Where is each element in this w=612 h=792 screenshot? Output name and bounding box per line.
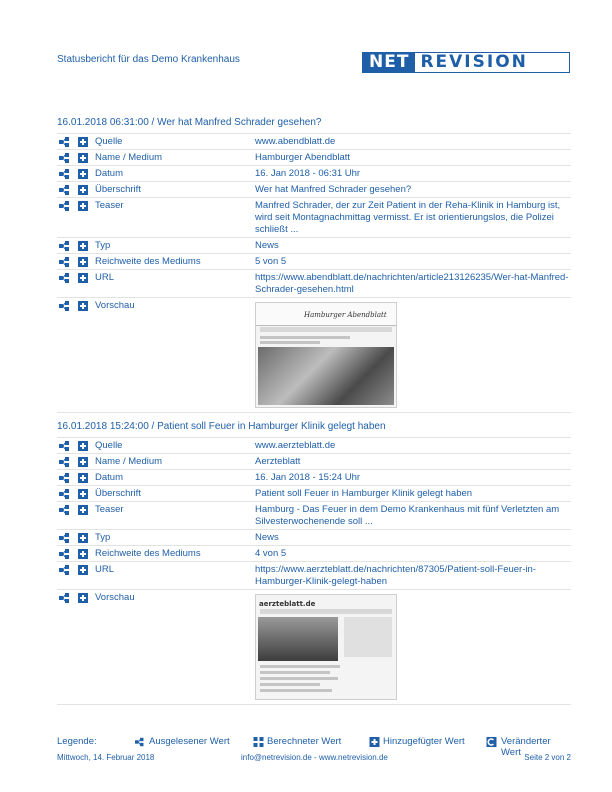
added-value-icon <box>78 473 88 483</box>
entry-1 <box>57 115 571 413</box>
value-quelle[interactable]: www.aerzteblatt.de <box>255 440 336 451</box>
logo-net: NET <box>363 53 415 72</box>
read-value-icon <box>59 473 72 483</box>
legend-label: Legende: <box>57 736 97 747</box>
added-value-icon <box>78 457 88 467</box>
row-vorschau <box>57 589 571 704</box>
read-value-icon <box>59 137 72 147</box>
label-typ: Typ <box>95 532 111 543</box>
preview-photo <box>258 617 338 661</box>
value-ueberschrift: Patient soll Feuer in Hamburger Klinik gelegt haben <box>255 488 473 499</box>
computed-value-icon <box>253 737 264 747</box>
preview-photo <box>258 347 394 405</box>
label-teaser: Teaser <box>95 200 124 211</box>
label-url: URL <box>95 272 115 283</box>
read-value-icon <box>59 257 72 267</box>
added-value-icon <box>78 533 88 543</box>
row-typ <box>57 237 571 253</box>
read-value-icon <box>59 201 72 211</box>
entry-heading: 16.01.2018 15:24:00 / Patient soll Feuer in Hamburger Klinik gelegt haben <box>57 421 386 432</box>
changed-value-icon <box>486 737 497 747</box>
label-reichweite: Reichweite des Mediums <box>95 548 201 559</box>
legend-read: Ausgelesener Wert <box>149 736 230 747</box>
label-url: URL <box>95 564 115 575</box>
row-vorschau <box>57 297 571 412</box>
value-typ: News <box>255 240 279 251</box>
row-quelle <box>57 133 571 149</box>
row-teaser <box>57 501 571 529</box>
label-quelle: Quelle <box>95 136 123 147</box>
value-name: Hamburger Abendblatt <box>255 152 351 163</box>
preview-brand: Hamburger Abendblatt <box>304 311 387 319</box>
read-value-icon <box>59 549 72 559</box>
label-datum: Datum <box>95 472 123 483</box>
value-reichweite: 4 von 5 <box>255 548 287 559</box>
added-value-icon <box>78 185 88 195</box>
preview-cell <box>255 298 571 412</box>
preview-screenshot[interactable] <box>255 594 397 700</box>
added-value-icon <box>78 241 88 251</box>
row-quelle <box>57 437 571 453</box>
read-value-icon <box>59 593 72 603</box>
label-ueberschrift: Überschrift <box>95 488 141 499</box>
read-value-icon <box>59 273 72 283</box>
preview-screenshot[interactable] <box>255 302 397 408</box>
added-value-icon <box>78 441 88 451</box>
footer-date: Mittwoch, 14. Februar 2018 <box>57 753 155 762</box>
row-teaser <box>57 197 571 237</box>
value-teaser: Manfred Schrader, der zur Zeit Patient in der Reha-Klinik in Hamburg ist, wird seit Montagnachmittag vermisst. Er ist orientierungslos, die Polizei schließt ... <box>255 200 561 235</box>
read-value-icon <box>59 301 72 311</box>
added-value-icon <box>78 137 88 147</box>
added-value-icon <box>78 505 88 515</box>
read-value-icon <box>59 457 72 467</box>
read-value-icon <box>59 441 72 451</box>
value-url[interactable]: https://www.aerzteblatt.de/nachrichten/87305/Patient-soll-Feuer-in-Hamburger-Klinik-gelegt-haben <box>255 564 536 587</box>
read-value-icon <box>59 169 72 179</box>
row-url <box>57 269 571 297</box>
value-ueberschrift: Wer hat Manfred Schrader gesehen? <box>255 184 412 195</box>
row-ueberschrift <box>57 181 571 197</box>
read-value-icon <box>59 185 72 195</box>
label-teaser: Teaser <box>95 504 124 515</box>
added-value-icon <box>78 201 88 211</box>
added-value-icon <box>78 273 88 283</box>
value-typ: News <box>255 532 279 543</box>
netrevision-logo <box>362 52 570 73</box>
value-url[interactable]: https://www.abendblatt.de/nachrichten/article213126235/Wer-hat-Manfred-Schrader-gesehen.html <box>255 272 569 295</box>
value-datum: 16. Jan 2018 - 06:31 Uhr <box>255 168 361 179</box>
footer-contact[interactable]: info@netrevision.de - www.netrevision.de <box>241 753 388 762</box>
label-vorschau: Vorschau <box>95 300 135 311</box>
label-datum: Datum <box>95 168 123 179</box>
row-datum <box>57 165 571 181</box>
added-value-icon <box>78 489 88 499</box>
legend-added: Hinzugefügter Wert <box>383 736 465 747</box>
value-name: Aerzteblatt <box>255 456 301 467</box>
report-title: Statusbericht für das Demo Krankenhaus <box>57 54 240 65</box>
read-value-icon <box>135 737 146 747</box>
added-value-icon <box>78 153 88 163</box>
legend-computed: Berechneter Wert <box>267 736 342 747</box>
row-datum <box>57 469 571 485</box>
added-value-icon <box>78 169 88 179</box>
preview-cell <box>255 590 571 704</box>
label-quelle: Quelle <box>95 440 123 451</box>
read-value-icon <box>59 489 72 499</box>
row-name <box>57 149 571 165</box>
entry-heading: 16.01.2018 06:31:00 / Wer hat Manfred Schrader gesehen? <box>57 117 322 128</box>
label-ueberschrift: Überschrift <box>95 184 141 195</box>
logo-revision: REVISION <box>420 52 528 72</box>
footer-page: Seite 2 von 2 <box>524 753 571 762</box>
entry-2 <box>57 419 571 705</box>
row-reichweite <box>57 253 571 269</box>
read-value-icon <box>59 533 72 543</box>
value-reichweite: 5 von 5 <box>255 256 287 267</box>
label-typ: Typ <box>95 240 111 251</box>
value-teaser: Hamburg - Das Feuer in dem Demo Krankenhaus mit fünf Verletzten am Silvesterwochenende soll ... <box>255 504 560 527</box>
read-value-icon <box>59 505 72 515</box>
preview-brand: aerzteblatt.de <box>259 600 316 608</box>
row-url <box>57 561 571 589</box>
legend-changed: Veränderter Wert <box>501 736 551 758</box>
label-name: Name / Medium <box>95 152 163 163</box>
row-reichweite <box>57 545 571 561</box>
read-value-icon <box>59 153 72 163</box>
value-datum: 16. Jan 2018 - 15:24 Uhr <box>255 472 361 483</box>
row-name <box>57 453 571 469</box>
value-quelle[interactable]: www.abendblatt.de <box>255 136 336 147</box>
row-ueberschrift <box>57 485 571 501</box>
read-value-icon <box>59 241 72 251</box>
added-value-icon <box>78 593 88 603</box>
label-reichweite: Reichweite des Mediums <box>95 256 201 267</box>
label-vorschau: Vorschau <box>95 592 135 603</box>
added-value-icon <box>369 737 380 747</box>
read-value-icon <box>59 565 72 575</box>
added-value-icon <box>78 565 88 575</box>
added-value-icon <box>78 549 88 559</box>
added-value-icon <box>78 301 88 311</box>
row-typ <box>57 529 571 545</box>
label-name: Name / Medium <box>95 456 163 467</box>
added-value-icon <box>78 257 88 267</box>
